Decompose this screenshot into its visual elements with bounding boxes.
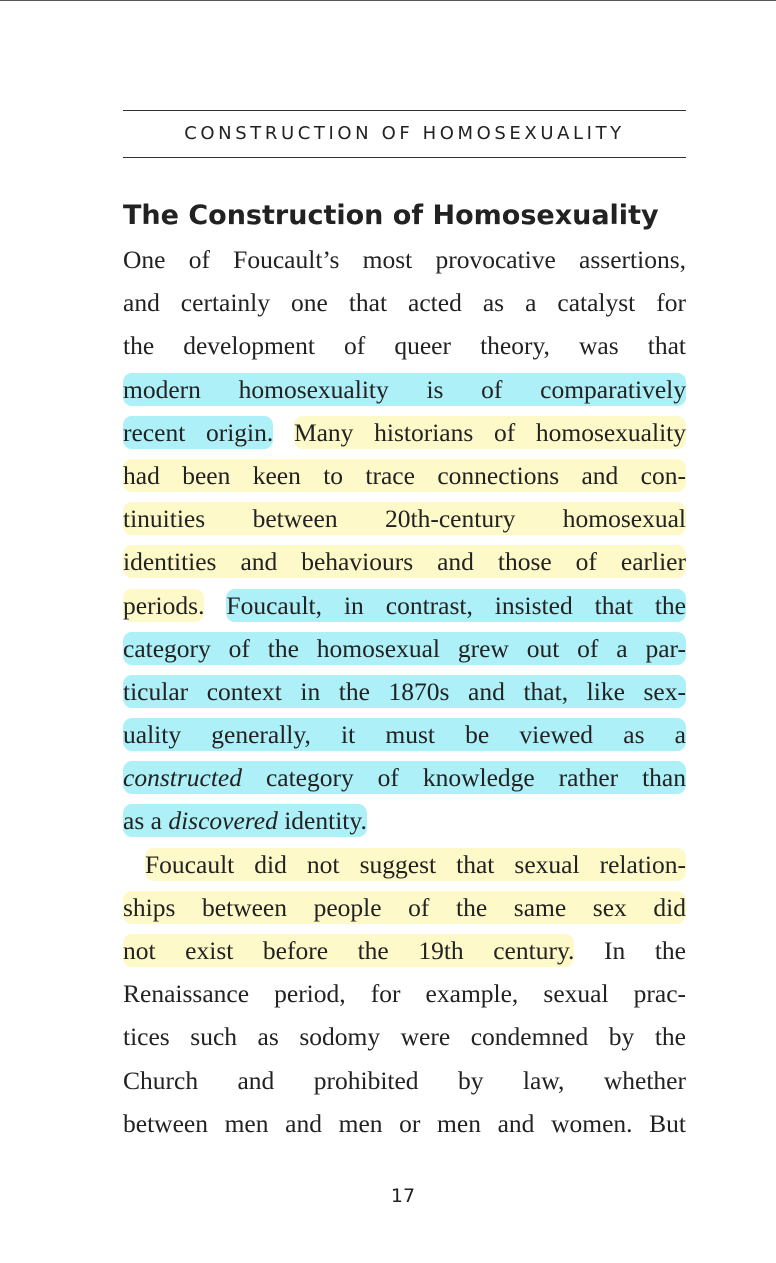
text-span: category of knowledge rather than <box>265 763 686 793</box>
highlight-yellow[interactable]: not exist before the 19th century. <box>123 936 575 965</box>
text-line <box>123 713 686 756</box>
highlight-blue[interactable]: uality generally, it must be viewed as a <box>123 720 686 750</box>
body-text <box>123 238 686 1145</box>
page-number: 17 <box>390 1185 416 1207</box>
text-span: and certainly one that acted as a catalyst for <box>123 288 686 318</box>
highlight-yellow[interactable]: identities and behaviours and those of earlier <box>123 547 686 577</box>
text-line <box>123 1059 686 1102</box>
running-head: CONSTRUCTION OF HOMOSEXUALITY <box>123 110 686 158</box>
text-span: In the <box>604 936 686 965</box>
highlight-blue[interactable]: recent origin. <box>123 417 274 447</box>
text-line <box>123 238 686 281</box>
text-line <box>123 281 686 324</box>
highlight-blue[interactable]: modern homosexuality is of comparatively <box>123 374 686 404</box>
text-span: Church and prohibited by law, whether <box>123 1065 686 1095</box>
text-line <box>123 411 686 454</box>
emphasis-text: discovered <box>168 806 278 836</box>
text-line <box>123 799 686 842</box>
text-span: the development of queer theory, was that <box>123 331 686 361</box>
highlight-blue[interactable] <box>123 804 367 837</box>
text-line <box>123 1015 686 1058</box>
text-span: identity. <box>284 806 367 836</box>
highlight-blue[interactable] <box>123 761 686 794</box>
highlight-yellow[interactable]: tinuities between 20th-century homosexual <box>123 504 686 534</box>
text-line <box>123 886 686 929</box>
highlight-blue[interactable]: ticular context in the 1870s and that, like sex- <box>123 676 686 706</box>
text-line <box>123 324 686 367</box>
text-span: as a <box>123 806 162 836</box>
text-line <box>123 670 686 713</box>
highlight-blue[interactable]: category of the homosexual grew out of a par- <box>123 633 686 663</box>
text-line <box>123 368 686 411</box>
text-span: between men and men or men and women. But <box>123 1108 686 1138</box>
text-line <box>123 1102 686 1145</box>
highlight-blue[interactable]: Foucault, in contrast, insisted that the <box>226 590 686 620</box>
text-span: tices such as sodomy were condemned by the <box>123 1022 686 1052</box>
highlight-yellow[interactable]: periods. <box>123 590 205 620</box>
text-line <box>123 627 686 670</box>
top-border <box>0 0 776 1</box>
text-line <box>123 843 686 886</box>
emphasis-text: constructed <box>123 763 242 793</box>
text-line <box>123 497 686 540</box>
text-span: Renaissance period, for example, sexual prac- <box>123 979 686 1009</box>
text-line <box>123 454 686 497</box>
highlight-yellow[interactable]: Many historians of homosexuality <box>293 417 687 447</box>
text-line <box>123 972 686 1015</box>
text-line <box>123 756 686 799</box>
highlight-yellow[interactable]: Foucault did not suggest that sexual relation- <box>145 849 686 879</box>
text-line <box>123 584 686 627</box>
text-line <box>123 540 686 583</box>
highlight-yellow[interactable]: had been keen to trace connections and con- <box>123 460 686 490</box>
text-line <box>123 929 686 972</box>
highlight-yellow[interactable]: ships between people of the same sex did <box>123 892 686 922</box>
section-title: The Construction of Homosexuality <box>123 200 659 231</box>
text-span: One of Foucault’s most provocative assertions, <box>123 245 686 274</box>
